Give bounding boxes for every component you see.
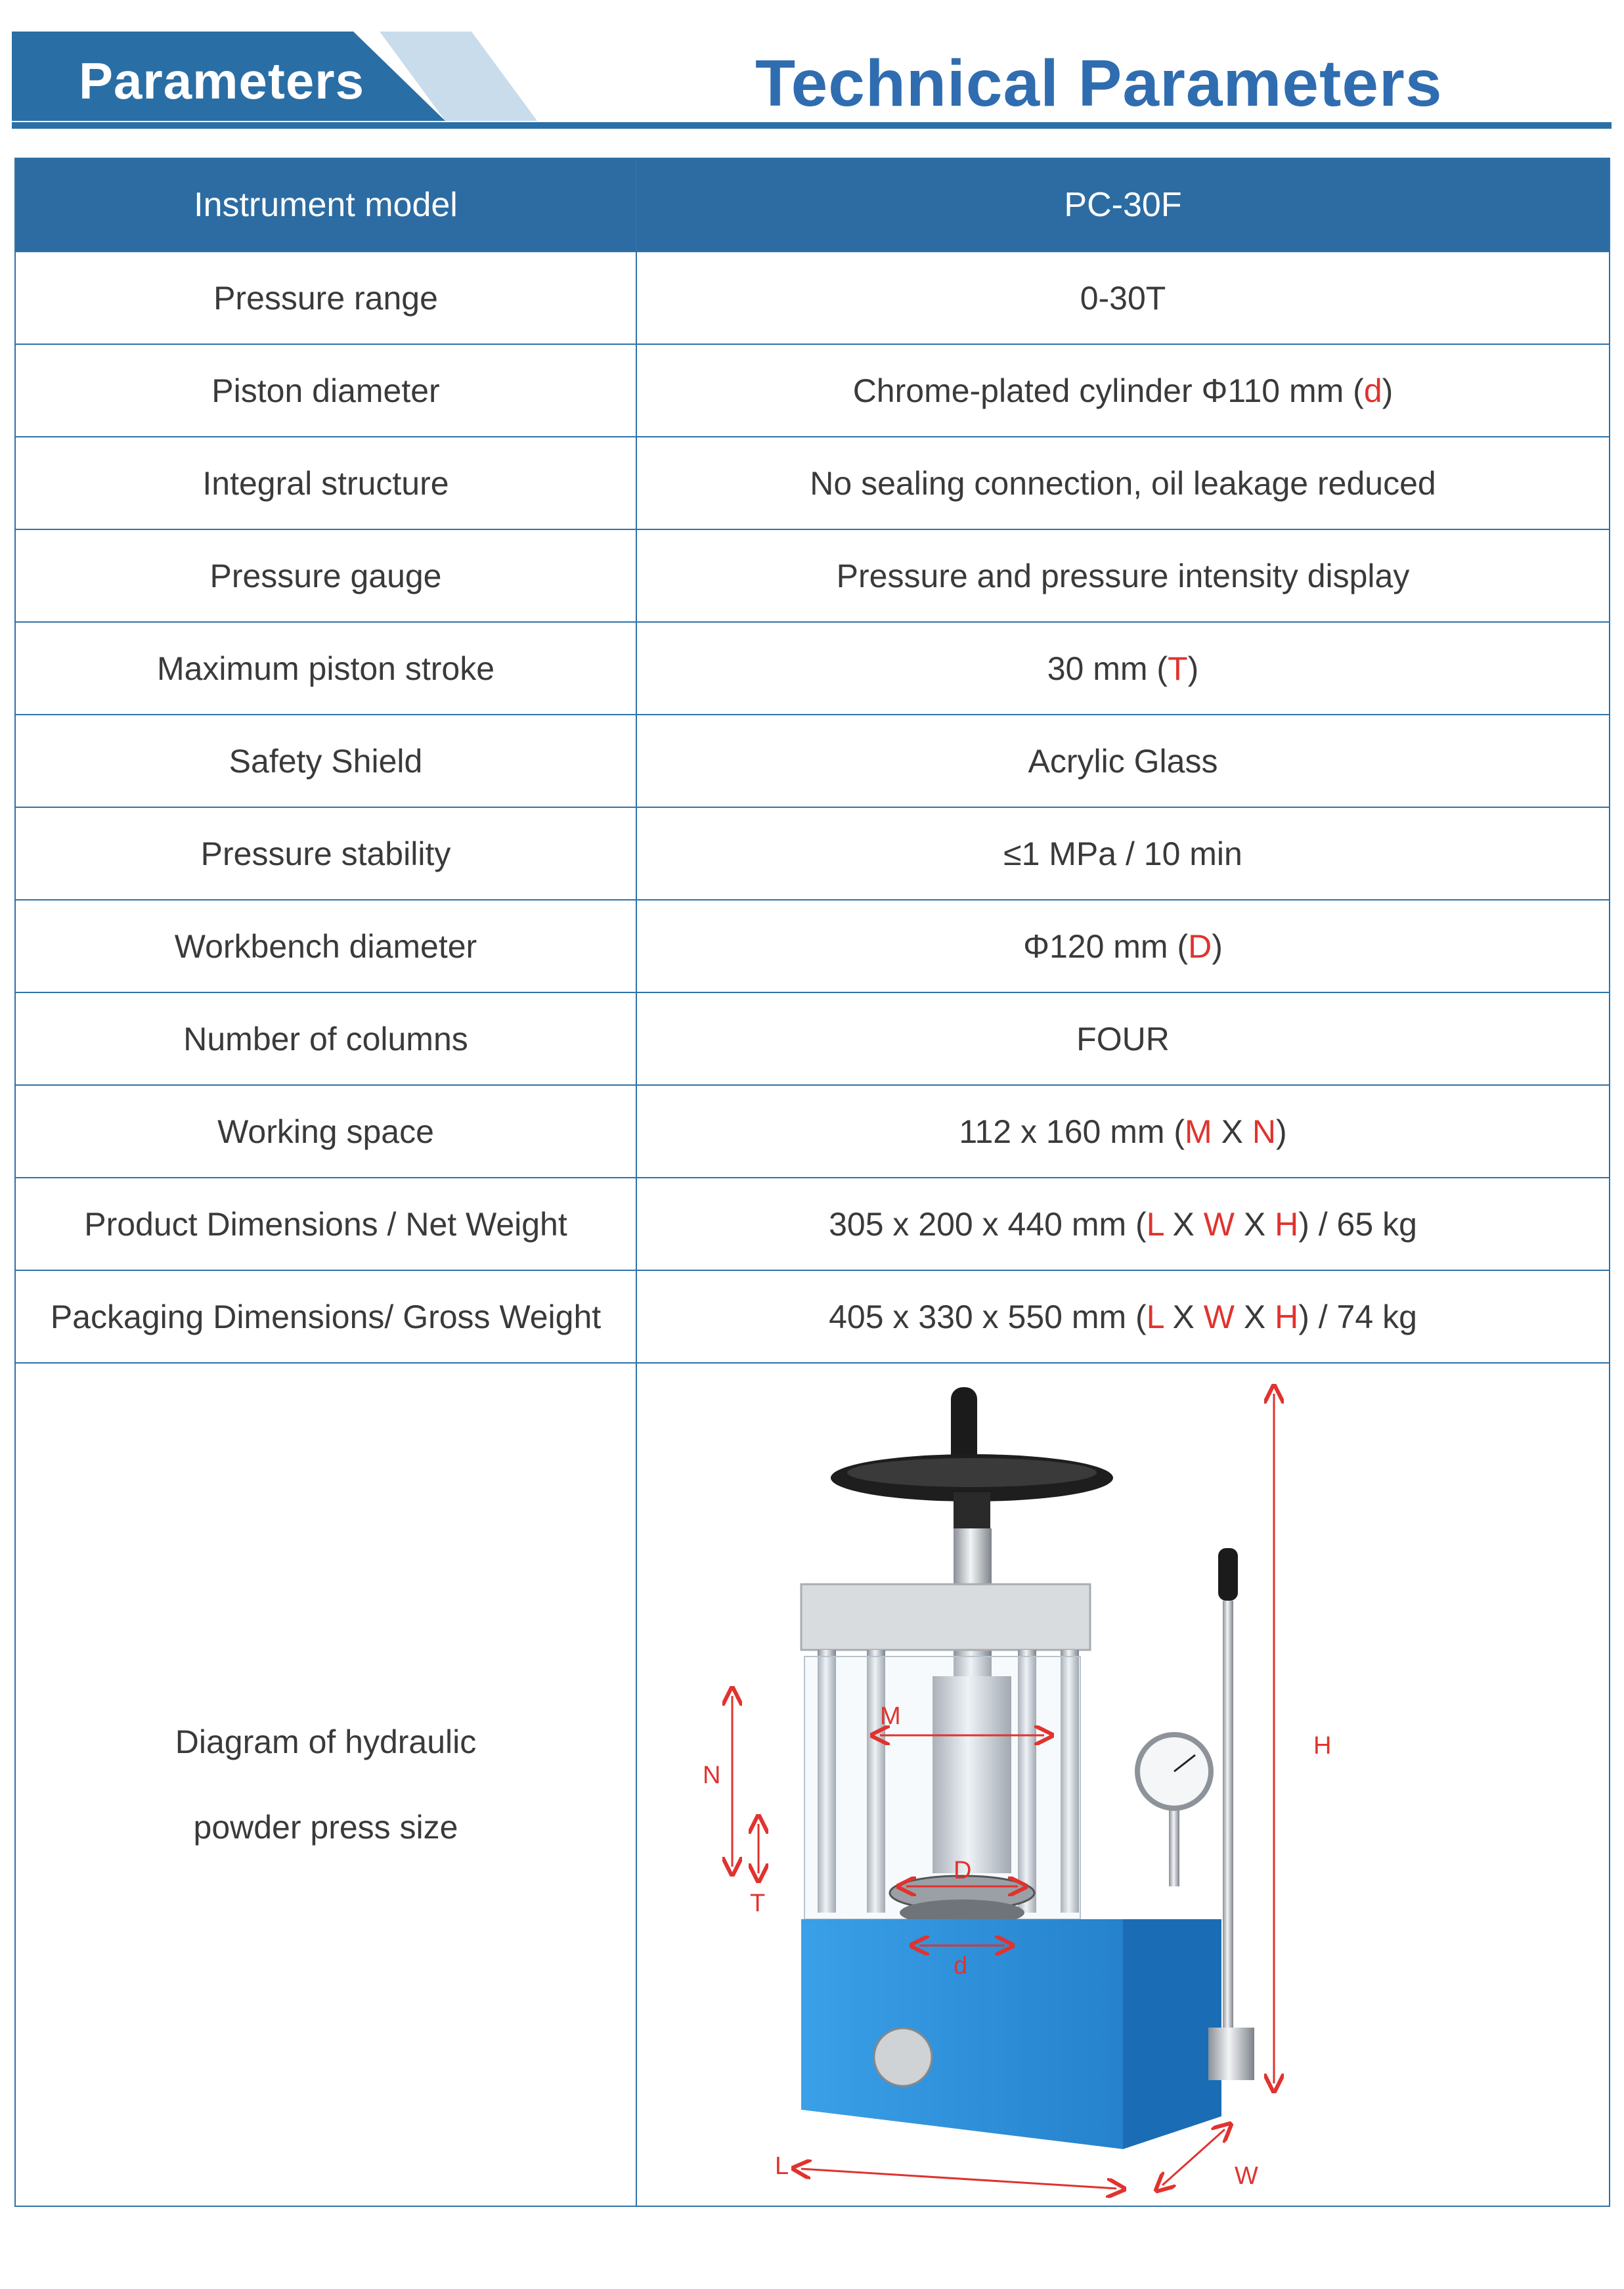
dimension-label-h: H [1313,1732,1332,1760]
dimension-marker: L [1146,1298,1164,1335]
dimension-marker: H [1275,1205,1299,1243]
value-text: ) [1187,650,1199,687]
table-row [15,1178,1610,1270]
dimension-label-t: T [750,1890,766,1917]
pressure-gauge [1137,1735,1211,1886]
dimension-marker: N [1252,1113,1276,1150]
top-plate [801,1584,1090,1650]
param-value: Pressure and pressure intensity display [636,529,1610,622]
value-text: 112 x 160 mm ( [959,1113,1185,1150]
page-header [0,0,1624,138]
dimension-label-w: W [1235,2162,1258,2190]
header-divider [12,122,1612,129]
param-label: Product Dimensions / Net Weight [15,1178,636,1270]
dimension-label-d-upper: D [954,1857,972,1884]
table-header-row [15,158,1610,252]
value-text: 405 x 330 x 550 mm ( [829,1298,1147,1335]
param-value [636,1270,1610,1363]
param-label: Maximum piston stroke [15,622,636,715]
header-tab-label: Parameters [79,52,364,110]
param-label: Pressure gauge [15,529,636,622]
param-value [636,622,1610,715]
dimension-marker: W [1203,1205,1235,1243]
diagram-label-cell [15,1363,636,2206]
table-row [15,252,1610,344]
param-value: ≤1 MPa / 10 min [636,807,1610,900]
dimension-label-m: M [880,1702,901,1730]
header-label-cell: Instrument model [15,158,636,252]
parameters-table [14,158,1610,2207]
table-row [15,807,1610,900]
table-row [15,715,1610,807]
dimension-label-n: N [703,1762,721,1789]
value-text: Chrome-plated cylinder Φ110 mm ( [852,372,1364,409]
param-label: Piston diameter [15,344,636,437]
value-text: X [1234,1298,1275,1335]
param-label: Pressure range [15,252,636,344]
param-value [636,344,1610,437]
release-knob [874,2028,932,2086]
param-label: Pressure stability [15,807,636,900]
table-row [15,437,1610,529]
param-label: Working space [15,1085,636,1178]
value-text: 30 mm ( [1047,650,1168,687]
value-text: X [1212,1113,1252,1150]
param-value: No sealing connection, oil leakage reduced [636,437,1610,529]
param-value: FOUR [636,992,1610,1085]
table-row [15,1270,1610,1363]
dimension-marker: D [1188,927,1212,965]
dimension-marker: T [1168,650,1188,687]
table-row [15,529,1610,622]
param-label: Integral structure [15,437,636,529]
dimension-label-l: L [775,2152,789,2180]
dimension-marker: M [1185,1113,1212,1150]
base-side [1123,1919,1221,2149]
value-text: 305 x 200 x 440 mm ( [829,1205,1147,1243]
diagram-image-cell [636,1363,1610,2206]
value-text: X [1163,1298,1204,1335]
param-value: Acrylic Glass [636,715,1610,807]
hand-wheel [831,1387,1113,1532]
hydraulic-press-illustration [650,1367,1596,2202]
param-label: Packaging Dimensions/ Gross Weight [15,1270,636,1363]
diagram-row [15,1363,1610,2206]
dimension-marker: L [1146,1205,1164,1243]
value-text: ) [1212,927,1223,965]
page-title: Technical Parameters [755,47,1443,120]
param-value [636,1178,1610,1270]
param-value: 0-30T [636,252,1610,344]
value-text: ) / 74 kg [1298,1298,1417,1335]
table-row [15,900,1610,992]
param-value [636,900,1610,992]
param-value [636,1085,1610,1178]
param-label: Workbench diameter [15,900,636,992]
dimension-label-d-lower: d [954,1952,968,1980]
table-row [15,344,1610,437]
value-text: X [1163,1205,1204,1243]
value-text: Φ120 mm ( [1023,927,1189,965]
table-row [15,622,1610,715]
header-value-cell: PC-30F [636,158,1610,252]
dimension-marker: H [1275,1298,1299,1335]
value-text: ) / 65 kg [1298,1205,1417,1243]
diagram-label-line2: powder press size [193,1809,458,1846]
param-label: Number of columns [15,992,636,1085]
value-text: ) [1382,372,1394,409]
press-diagram [650,1367,1596,2202]
dimension-marker: W [1203,1298,1235,1335]
diagram-label-line1: Diagram of hydraulic [175,1723,477,1760]
value-text: X [1234,1205,1275,1243]
table-row [15,1085,1610,1178]
dimension-marker: d [1363,372,1382,409]
table-row [15,992,1610,1085]
param-label: Safety Shield [15,715,636,807]
value-text: ) [1275,1113,1287,1150]
